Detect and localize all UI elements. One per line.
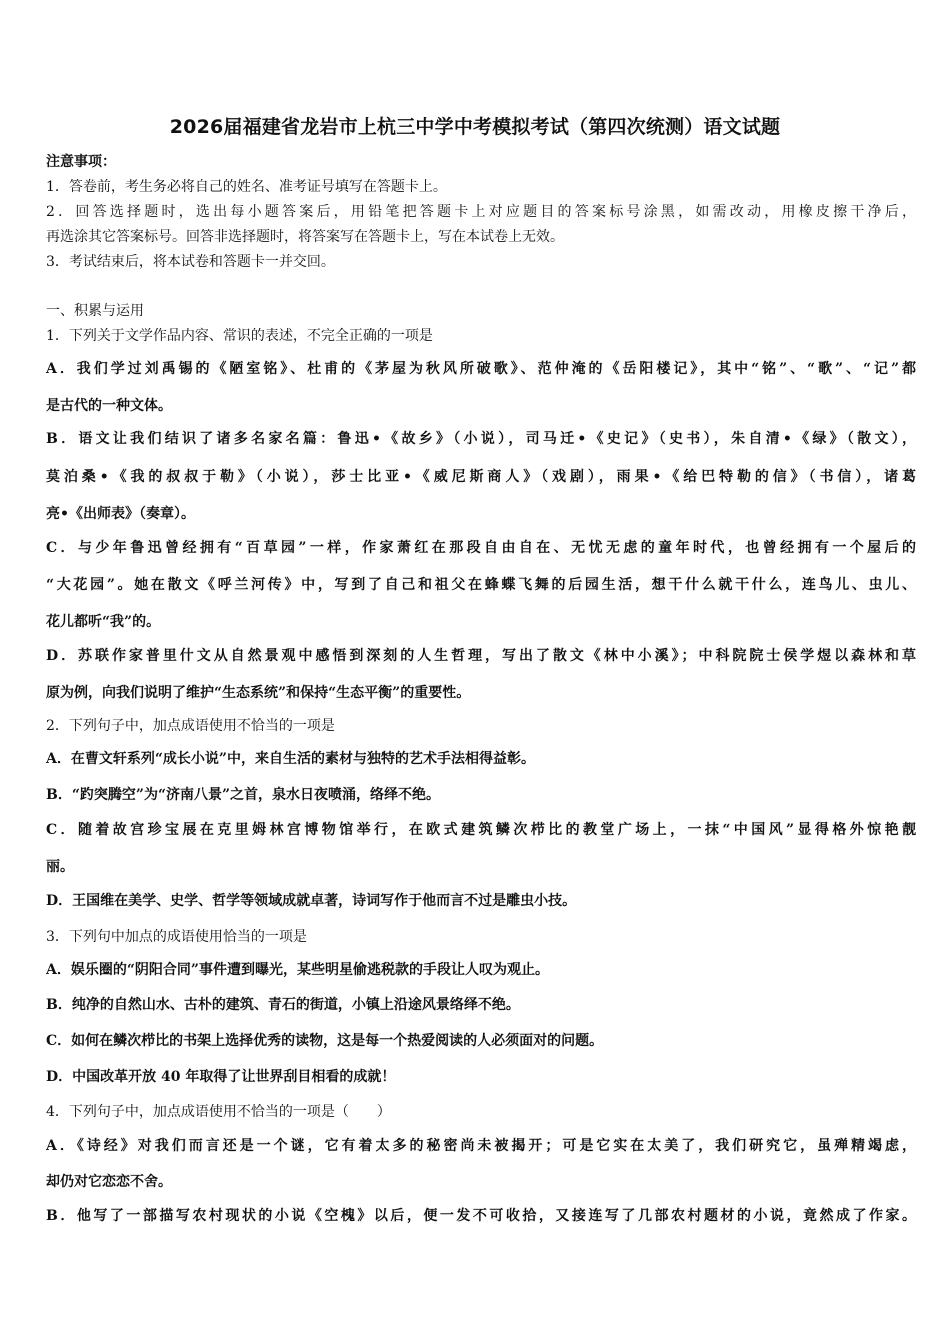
option-line: A．我们学过刘禹锡的《陋室铭》、杜甫的《茅屋为秋风所破歌》、范仲淹的《岳阳楼记》，其中“铭”、“歌”、“记”都 xyxy=(46,361,916,377)
option-line: 亮•《出师表》（奏章）。 xyxy=(46,506,195,522)
option-line: 莫泊桑•《我的叔叔于勒》（小说），莎士比亚•《威尼斯商人》（戏剧），雨果•《给巴特勒的信》（书信），诸葛 xyxy=(46,469,916,485)
notice-item: 2．回答选择题时，选出每小题答案后，用铅笔把答题卡上对应题目的答案标号涂黑，如需改动，用橡皮擦干净后， xyxy=(46,204,916,220)
option-line: D．中国改革开放 40 年取得了让世界刮目相看的成就！ xyxy=(46,1069,396,1085)
notice-item: 再选涂其它答案标号。回答非选择题时，将答案写在答题卡上，写在本试卷上无效。 xyxy=(46,229,564,245)
option-line: C．如何在鳞次栉比的书架上选择优秀的读物，这是每一个热爱阅读的人必须面对的问题。 xyxy=(46,1033,604,1049)
option-line: 却仍对它恋恋不舍。 xyxy=(46,1174,172,1190)
notice-heading: 注意事项： xyxy=(46,154,116,170)
document-title: 2026届福建省龙岩市上杭三中学中考模拟考试（第四次统测）语文试题 xyxy=(169,116,781,138)
option-line: 原为例，向我们说明了维护“生态系统”和保持“生态平衡”的重要性。 xyxy=(46,685,471,701)
notice-item: 3．考试结束后，将本试卷和答题卡一并交回。 xyxy=(46,254,335,270)
section-heading: 一、积累与运用 xyxy=(46,303,144,319)
option-line: C．与少年鲁迅曾经拥有“百草园”一样，作家萧红在那段自由自在、无忧无虑的童年时代，也曾经拥有一个屋后的 xyxy=(46,540,916,556)
option-line: A．娱乐圈的“阴阳合同”事件遭到曝光，某些明星偷逃税款的手段让人叹为观止。 xyxy=(46,962,549,978)
option-line: 花儿都听“我”的。 xyxy=(46,614,161,630)
option-line: A．《诗经》对我们而言还是一个谜，它有着太多的秘密尚未被揭开；可是它实在太美了，我们研究它，虽殚精竭虑， xyxy=(46,1138,916,1154)
option-line: B．纯净的自然山水、古朴的建筑、青石的街道，小镇上沿途风景络绎不绝。 xyxy=(46,997,520,1013)
option-line: B．语文让我们结识了诸多名家名篇：鲁迅•《故乡》（小说），司马迁•《史记》（史书），朱自清•《绿》（散文）， xyxy=(46,431,916,447)
question-stem: 1．下列关于文学作品内容、常识的表述，不完全正确的一项是 xyxy=(46,328,433,344)
option-line: D．苏联作家普里什文从自然景观中感悟到深刻的人生哲理，写出了散文《林中小溪》；中科院院士侯学煜以森林和草 xyxy=(46,648,916,664)
option-line: C．随着故宫珍宝展在克里姆林宫博物馆举行，在欧式建筑鳞次栉比的教堂广场上，一抹“中国风”显得格外惊艳靓 xyxy=(46,822,916,838)
option-line: 是古代的一种文体。 xyxy=(46,398,172,414)
question-stem: 3．下列句中加点的成语使用恰当的一项是 xyxy=(46,929,307,945)
question-stem: 4．下列句子中，加点成语使用不恰当的一项是（ ） xyxy=(46,1104,391,1120)
notice-item: 1．答卷前，考生务必将自己的姓名、准考证号填写在答题卡上。 xyxy=(46,179,447,195)
question-stem: 2．下列句子中，加点成语使用不恰当的一项是 xyxy=(46,718,335,734)
option-line: D．王国维在美学、史学、哲学等领域成就卓著，诗词写作于他而言不过是雕虫小技。 xyxy=(46,893,577,909)
option-line: 丽。 xyxy=(46,859,74,875)
option-line: B．他写了一部描写农村现状的小说《空槐》以后，便一发不可收拾，又接连写了几部农村题材的小说，竟然成了作家。 xyxy=(46,1208,916,1224)
option-line: “大花园”。她在散文《呼兰河传》中，写到了自己和祖父在蜂蝶飞舞的后园生活，想干什么就干什么，连鸟儿、虫儿、 xyxy=(46,577,916,593)
option-line: B．“趵突腾空”为“济南八景”之首，泉水日夜喷涌，络绎不绝。 xyxy=(46,787,441,803)
option-line: A．在曹文轩系列“成长小说”中，来自生活的素材与独特的艺术手法相得益彰。 xyxy=(46,751,535,767)
